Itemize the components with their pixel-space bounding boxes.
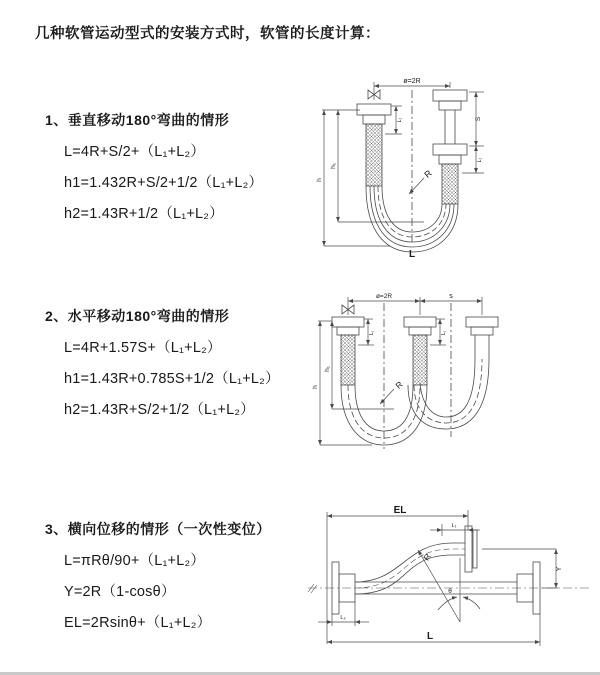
left-braided-hose [341, 335, 355, 385]
right-braided-hose [442, 164, 458, 204]
formula-line: L=4R+1.57S+（L₁+L₂） [64, 340, 222, 356]
diagram-lateral-displacement [302, 500, 597, 655]
section-2-formulas [45, 333, 280, 426]
formula-line: h1=1.432R+S/2+1/2（L₁+L₂） [64, 175, 264, 191]
middle-flange [404, 317, 436, 335]
dimension-l [327, 614, 540, 646]
radius-label: R [422, 168, 434, 180]
length-label: L [408, 249, 416, 260]
dim-label-2r: ø=2R [375, 293, 393, 300]
formula-line: h2=1.43R+S/2+1/2（L₁+L₂） [64, 402, 255, 418]
dim-label-s: S [475, 116, 482, 122]
dim-label-l1-left: L₁ [369, 330, 375, 336]
section-3-heading: 3、横向位移的情形（一次性变位） [45, 521, 271, 537]
dimension-h [318, 321, 394, 445]
formula-line: h1=1.43R+0.785S+1/2（L₁+L₂） [64, 371, 280, 387]
left-flange [332, 317, 364, 335]
dim-label-l1-mid: L₁ [441, 330, 447, 336]
dim-label-l1-right: L₁ [477, 157, 483, 163]
formula-line: Y=2R（1-cosθ） [64, 584, 176, 600]
dim-label-y: Y [556, 566, 563, 572]
dim-label-l: L [426, 631, 434, 642]
dim-label-s: s [449, 293, 453, 300]
dim-label-el: EL [393, 505, 407, 516]
dimension-l2 [318, 602, 369, 626]
diagram-vertical-180-bend [312, 70, 522, 260]
formula-line: EL=2Rsinθ+（L₁+L₂） [64, 615, 212, 631]
break-mark [308, 584, 317, 593]
hose-displaced-curve [355, 543, 465, 594]
middle-braided-hose [413, 335, 427, 385]
dim-label-2r: ø=2R [403, 78, 421, 85]
section-1-heading: 1、垂直移动180°弯曲的情形 [45, 112, 230, 128]
diagram-horizontal-180-bend [310, 287, 525, 457]
right-flange-lower [433, 144, 467, 164]
theta-label: θ [448, 588, 452, 595]
formula-line: L=4R+S/2+（L₁+L₂） [64, 144, 206, 160]
radius-label: R [393, 379, 405, 391]
dim-label-l1: L₁ [451, 523, 457, 529]
left-braided-hose [366, 124, 382, 186]
dim-label-h-inner: h₁ [330, 163, 337, 169]
dim-label-l2: L₂ [340, 615, 346, 621]
right-flange [466, 317, 498, 359]
section-lateral-displacement [45, 519, 271, 639]
dimension-2r [348, 297, 482, 315]
page-title: 几种软管运动型式的安装方式时，软管的长度计算： [35, 26, 380, 42]
section-vertical-movement [45, 110, 263, 230]
dim-label-l1-left: L₁ [397, 117, 403, 123]
right-flange-upper [465, 526, 477, 572]
section-horizontal-movement [45, 306, 280, 426]
dim-label-h-outer: h [316, 178, 323, 182]
dim-label-h-outer: h [312, 385, 319, 389]
radius-leader [380, 389, 394, 404]
dim-label-h-inner: h₁ [324, 366, 331, 372]
formula-line: L=πRθ/90+（L₁+L₂） [64, 553, 206, 569]
formula-line: h2=1.43R+1/2（L₁+L₂） [64, 206, 224, 222]
radius-leader [409, 178, 424, 194]
section-2-heading: 2、水平移动180°弯曲的情形 [45, 308, 230, 324]
left-flange [357, 104, 391, 124]
radius-label: R [421, 551, 433, 563]
right-flange-upper [433, 90, 467, 144]
section-3-formulas [45, 546, 271, 639]
section-1-formulas [45, 137, 263, 230]
